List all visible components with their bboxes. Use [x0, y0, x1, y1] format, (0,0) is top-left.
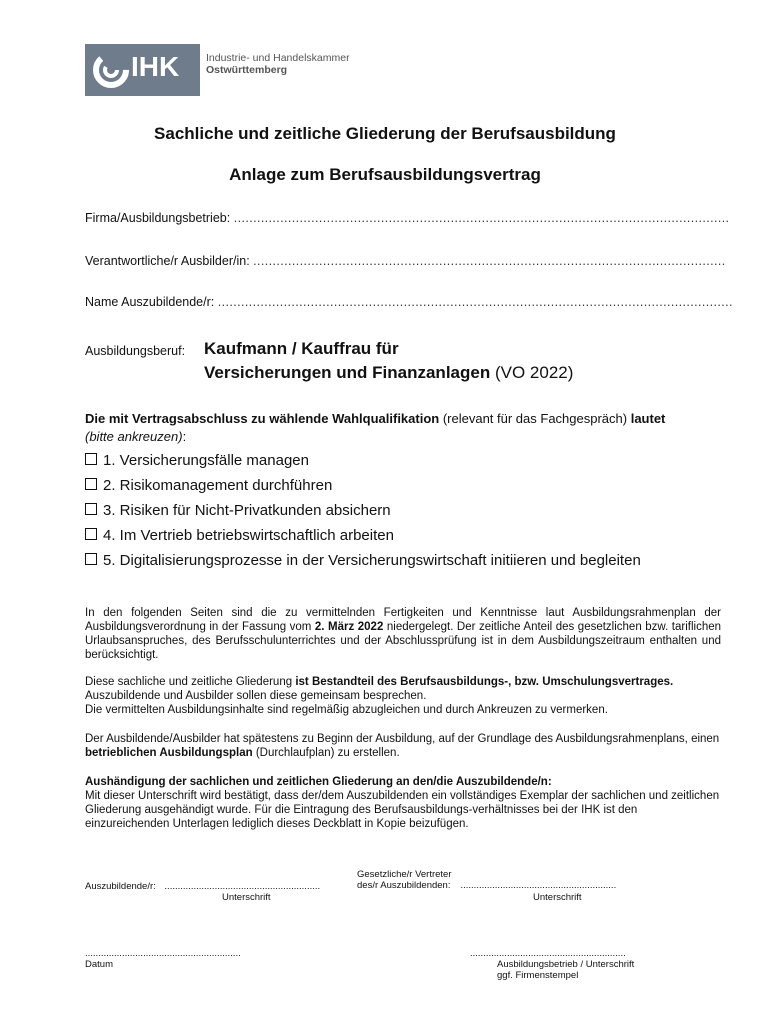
- azubi-signature-dots: ...........................................................: [164, 881, 321, 892]
- firma-dots: ................................................................................................................................: [233, 211, 730, 225]
- azubi-signature-field[interactable]: [85, 881, 320, 892]
- betrieb-label-1: Ausbildungsbetrieb / Unterschrift: [497, 959, 635, 970]
- option-label: 3. Risiken für Nicht-Privatkunden absichern: [103, 502, 391, 519]
- betrieb-label-2: ggf. Firmenstempel: [497, 970, 579, 981]
- betrieb-signature-field[interactable]: [470, 948, 634, 981]
- org-line-2: Ostwürttemberg: [206, 64, 288, 76]
- paragraph-ausbildungsplan: Der Ausbildende/Ausbilder hat spätestens zu Beginn der Ausbildung, auf der Grundlage des Ausbildungsrahmenplans, einen betrieblichen Ausbildungsplan (Durchlaufplan) zu erstellen.: [85, 733, 720, 759]
- org-line-1: Industrie- und Handelskammer: [206, 52, 350, 64]
- firma-field[interactable]: [85, 211, 729, 225]
- vertreter-signature-field[interactable]: [357, 869, 616, 891]
- azubi-name-dots: .....................................................................................................................................: [217, 295, 733, 309]
- option-label: 4. Im Vertrieb betriebswirtschaftlich arbeiten: [103, 527, 394, 544]
- paragraph-fertigkeiten: In den folgenden Seiten sind die zu vermittelnden Fertigkeiten und Kenntnisse laut Ausbildungsrahmenplan der Ausbildungsverordnung in der Fassung vom 2. März 2022 niedergelegt. Der zeitliche Anteil des gesetzlichen bzw. tariflichen Urlaubsanspruches, des Berufsschulunterrichtes und der Abschlussprüfung ist in dem Ausbildungszeitraum enthalten und berücksichtigt.: [85, 607, 722, 661]
- ausbildungsberuf-label: Ausbildungsberuf:: [85, 344, 186, 358]
- wahlqualifikation-options: [85, 450, 641, 575]
- vertreter-signature-dots: ...........................................................: [460, 880, 617, 891]
- betrieb-dots: ...........................................................: [470, 948, 626, 959]
- checkbox-icon[interactable]: [85, 503, 97, 515]
- paragraph-aushaendigung: Aushändigung der sachlichen und zeitlichen Gliederung an den/die Auszubildende/n: Mit dieser Unterschrift wird bestätigt, dass der/dem Auszubildenden ein vollständiges Exemplar der sachlichen und zeitlichen Gliederung ausgehändigt wurde. Für die Eintragung des Berufsausbildungs-verhältnisses bei der IHK ist den einzureichenden Unterlagen lediglich dieses Deckblatt in Kopie beizufügen.: [85, 776, 720, 830]
- option-label: 2. Risikomanagement durchführen: [103, 477, 333, 494]
- beruf-line-1: Kaufmann / Kauffrau für: [204, 339, 399, 358]
- vertreter-label-2: des/r Auszubildenden: ...........................................................: [357, 880, 617, 891]
- document-title: Sachliche und zeitliche Gliederung der Berufsausbildung: [154, 124, 616, 143]
- ihk-swirl-icon: [91, 50, 131, 90]
- beruf-vo: (VO 2022): [490, 363, 574, 382]
- vertreter-label-1: Gesetzliche/r Vertreter: [357, 869, 452, 880]
- ausbildungsberuf-value: [204, 337, 573, 385]
- wahlqualifikation-heading: Die mit Vertragsabschluss zu wählende Wahlqualifikation (relevant für das Fachgespräch) lautet (bitte ankreuzen):: [85, 411, 666, 444]
- option-2[interactable]: [85, 475, 641, 500]
- organization-name: [206, 52, 350, 76]
- azubi-signature-label: Auszubildende/r:: [85, 881, 156, 892]
- paragraph-bestandteil: Diese sachliche und zeitliche Gliederung ist Bestandteil des Berufsausbildungs-, bzw. Umschulungsvertrages. Auszubildende und Ausbilder sollen diese gemeinsam besprechen. Die vermittelten Ausbildungsinhalte sind regelmäßig abzugleichen und durch Ankreuzen zu vermerken.: [85, 676, 674, 716]
- azubi-name-label: Name Auszubildende/r:: [85, 295, 215, 309]
- option-label: 1. Versicherungsfälle managen: [103, 452, 309, 469]
- logo-text: IHK: [131, 51, 180, 82]
- checkbox-icon[interactable]: [85, 478, 97, 490]
- ausbilder-dots: ..........................................................................................................................: [253, 254, 726, 268]
- checkbox-icon[interactable]: [85, 528, 97, 540]
- unterschrift-label-2: Unterschrift: [533, 892, 582, 903]
- firma-label: Firma/Ausbildungsbetrieb:: [85, 211, 231, 225]
- option-label: 5. Digitalisierungsprozesse in der Versicherungswirtschaft initiieren und begleiten: [103, 552, 641, 569]
- option-4[interactable]: [85, 525, 641, 550]
- checkbox-icon[interactable]: [85, 553, 97, 565]
- ausbilder-label: Verantwortliche/r Ausbilder/in:: [85, 254, 250, 268]
- beruf-line-2: Versicherungen und Finanzanlagen (VO 2022): [204, 363, 574, 382]
- ihk-logo: [85, 44, 200, 96]
- datum-label: Datum: [85, 959, 113, 970]
- datum-field[interactable]: [85, 948, 241, 970]
- option-5[interactable]: [85, 550, 641, 575]
- datum-dots: ...........................................................: [85, 948, 241, 959]
- ausbilder-field[interactable]: [85, 254, 726, 268]
- checkbox-icon[interactable]: [85, 453, 97, 465]
- option-1[interactable]: [85, 450, 641, 475]
- option-3[interactable]: [85, 500, 641, 525]
- document-subtitle: Anlage zum Berufsausbildungsvertrag: [229, 165, 541, 184]
- unterschrift-label-1: Unterschrift: [222, 892, 271, 903]
- azubi-name-field[interactable]: [85, 295, 733, 309]
